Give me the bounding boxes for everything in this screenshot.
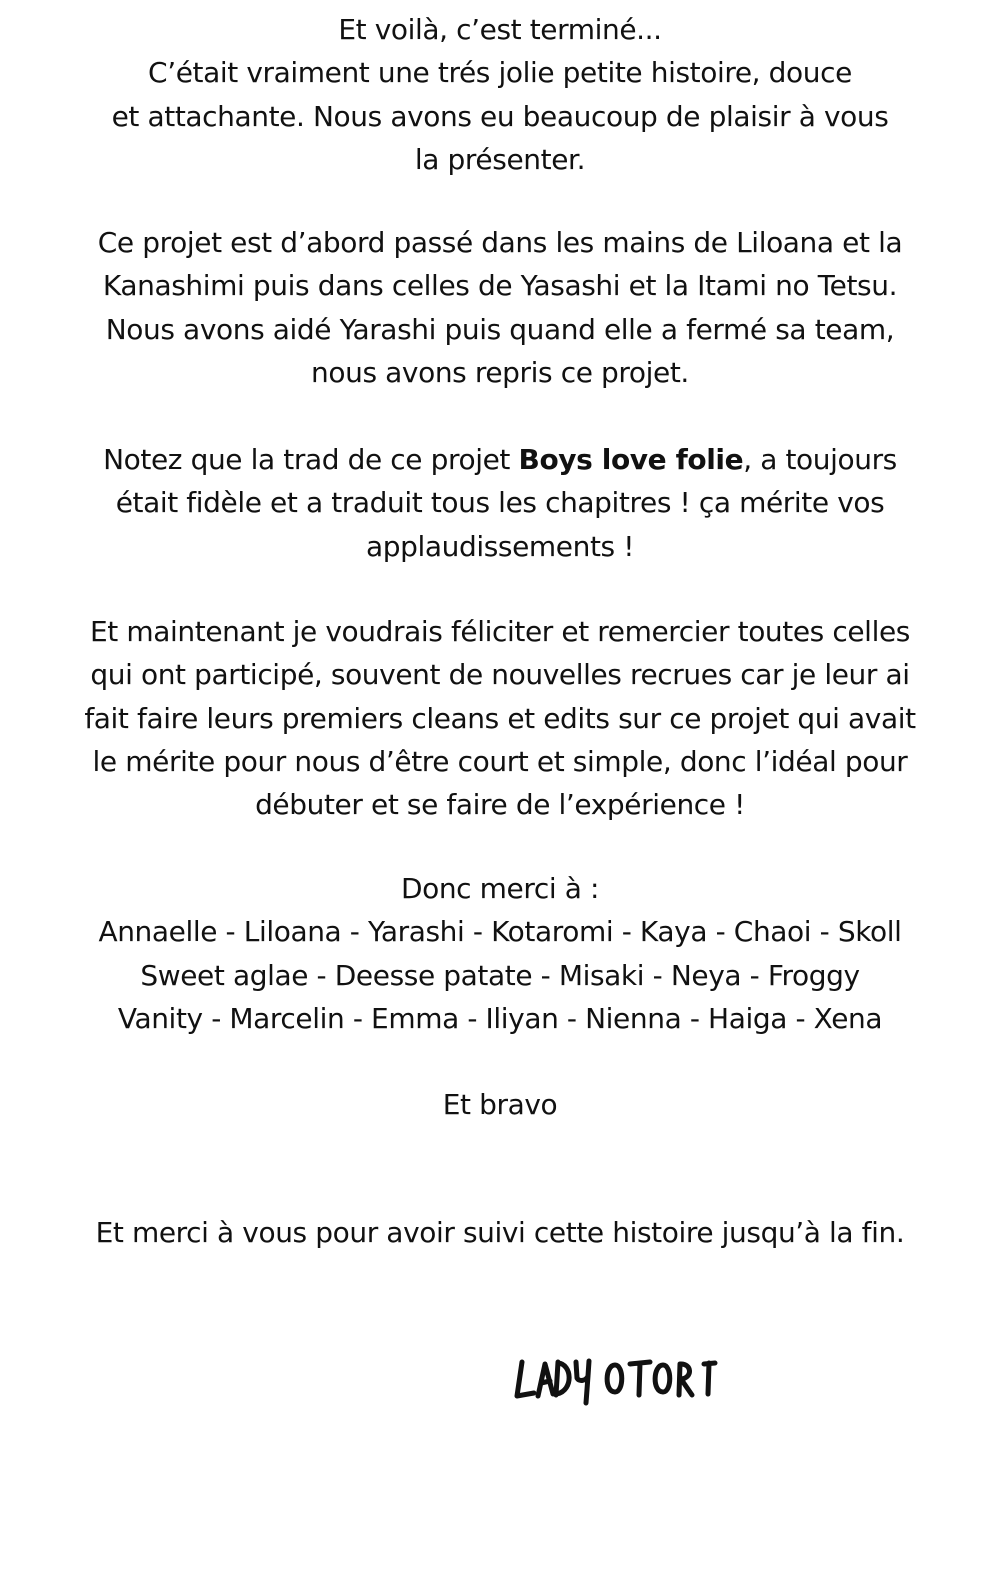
thanks-team-line-2: qui ont participé, souvent de nouvelles recrues car je leur ai [90,658,910,692]
credits-names-line-2: Sweet aglae - Deesse patate - Misaki - Neya - Froggy [140,958,860,992]
history-line-2: Kanashimi puis dans celles de Yasashi et la Itami no Tetsu. [102,269,898,303]
thanks-team-line-5: débuter et se faire de l’expérience ! [255,788,745,822]
intro-line-1: Et voilà, c’est terminé... [338,13,662,46]
handwritten-signature [512,1350,732,1410]
intro-paragraph [20,8,980,181]
translation-note-text-after: , a toujours [743,443,897,476]
history-line-3: Nous avons aidé Yarashi puis quand elle a fermé sa team, [105,312,895,346]
translation-note-paragraph [20,438,980,568]
signature-drawing [512,1350,732,1410]
team-name-bold: Boys love folie [518,443,744,476]
intro-line-2: C’était vraiment une trés jolie petite histoire, douce [148,56,852,90]
credits-names-line-3: Vanity - Marcelin - Emma - Iliyan - Nienna - Haiga - Xena [117,1001,883,1035]
intro-line-3: et attachante. Nous avons eu beaucoup de plaisir à vous [111,99,889,133]
closing-paragraph [20,1211,980,1254]
history-line-1: Ce projet est d’abord passé dans les mains de Liloana et la [97,226,903,259]
thanks-team-line-3: fait faire leurs premiers cleans et edits sur ce projet qui avait [84,701,916,735]
credits-names-line-1: Annaelle - Liloana - Yarashi - Kotaromi - Kaya - Chaoi - Skoll [98,915,902,949]
bravo-line: Et bravo [442,1088,558,1121]
thanks-team-line-1: Et maintenant je voudrais féliciter et remercier toutes celles [90,615,910,648]
history-paragraph [20,221,980,394]
intro-line-4: la présenter. [414,142,586,176]
bravo-paragraph [20,1083,980,1126]
credits-heading: Donc merci à : [400,872,600,905]
thanks-team-line-4: le mérite pour nous d’être court et simple, donc l’idéal pour [92,744,908,778]
translation-note-line-1 [20,438,980,481]
translation-note-line-3: applaudissements ! [365,529,635,563]
thanks-team-paragraph [20,610,980,826]
credits-section [20,867,980,1040]
history-line-4: nous avons repris ce projet. [311,355,689,389]
translation-note-text-before: Notez que la trad de ce projet [103,443,519,476]
translation-note-line-2: était fidèle et a traduit tous les chapitres ! ça mérite vos [115,486,885,520]
closing-line: Et merci à vous pour avoir suivi cette histoire jusqu’à la fin. [95,1216,905,1249]
